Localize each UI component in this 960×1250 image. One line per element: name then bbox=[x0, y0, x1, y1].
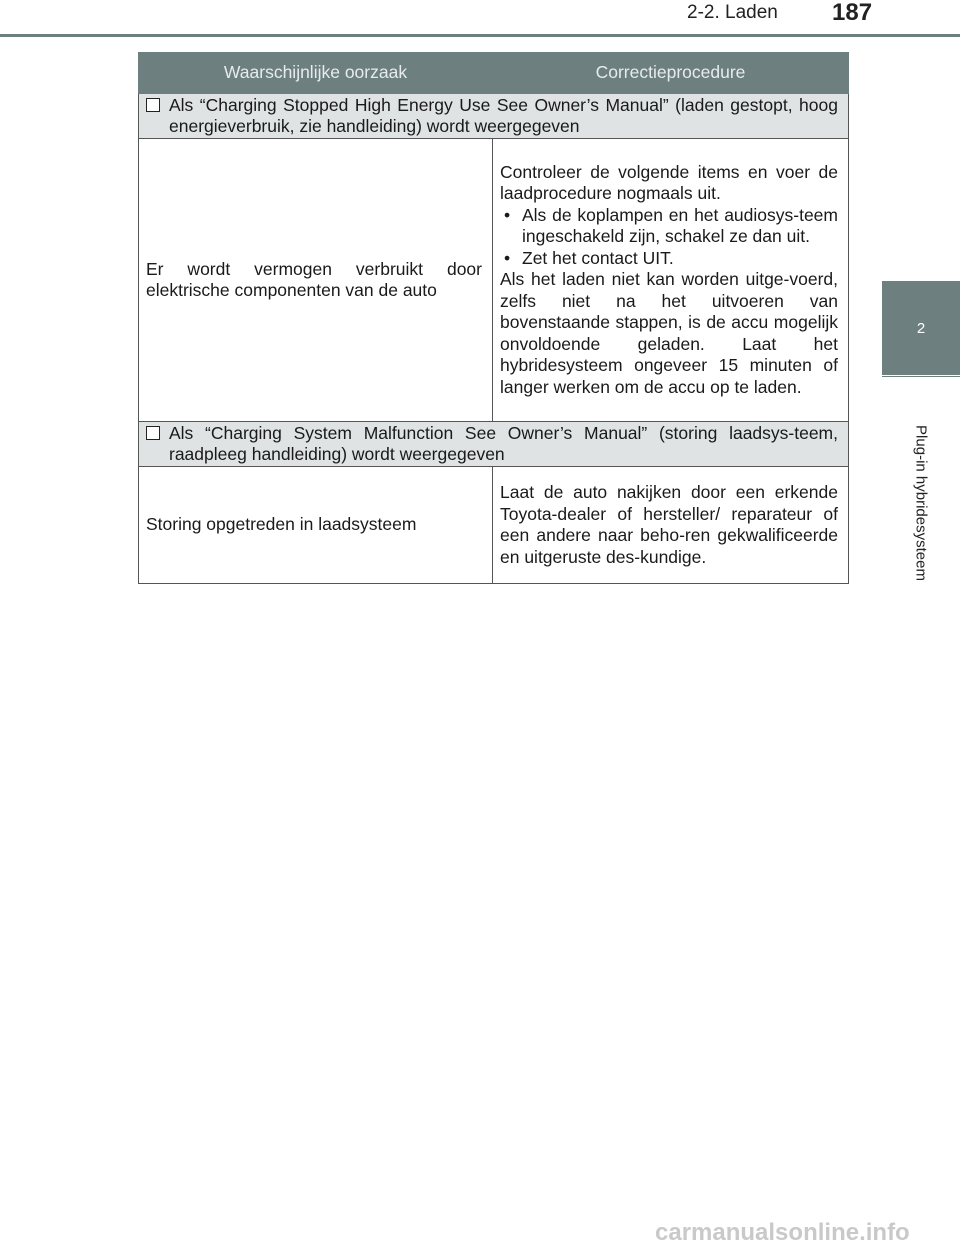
section-title: 2-2. Laden bbox=[687, 2, 778, 23]
correction-text: Laat de auto nakijken door een erkende Toyota-dealer of hersteller/ reparateur of een andere naar beho-ren gekwalificeerde en uitgeruste des-kundige. bbox=[500, 482, 838, 567]
column-header-correction: Correctieprocedure bbox=[493, 53, 849, 94]
condition-cell bbox=[139, 94, 849, 139]
watermark: carmanualsonline.info bbox=[655, 1219, 910, 1246]
checkbox-icon bbox=[146, 98, 160, 112]
condition-text: Als “Charging Stopped High Energy Use See Owner’s Manual” (laden gestopt, hoog energieverbruik, zie handleiding) wordt weergegeven bbox=[169, 94, 838, 136]
side-tab-divider bbox=[882, 376, 960, 377]
table-header-row bbox=[139, 53, 849, 94]
bullet-text: Als de koplampen en het audiosys-teem ingeschakeld zijn, schakel ze dan uit. bbox=[522, 204, 838, 247]
cause-cell bbox=[139, 467, 493, 584]
list-item bbox=[500, 248, 838, 270]
cause-cell bbox=[139, 139, 493, 422]
chapter-title-tab bbox=[882, 380, 960, 626]
troubleshooting-table bbox=[138, 52, 849, 584]
cause-text: Er wordt vermogen verbruikt door elektrische componenten van de auto bbox=[146, 258, 482, 300]
condition-text: Als “Charging System Malfunction See Owner’s Manual” (storing laadsys-teem, raadpleeg handleiding) wordt weergegeven bbox=[169, 422, 838, 464]
chapter-title: Plug-in hybridesysteem bbox=[912, 425, 930, 581]
chapter-number-tab bbox=[882, 281, 960, 375]
cause-text: Storing opgetreden in laadsysteem bbox=[146, 514, 417, 535]
correction-outro: Als het laden niet kan worden uitge-voerd, zelfs niet na het uitvoeren van bovenstaande stappen, is de accu mogelijk onvoldoende geladen. Laat het hybridesysteem ongeveer 15 minuten of langer werken om de accu op te laden. bbox=[500, 269, 838, 397]
bullet-icon: • bbox=[504, 247, 511, 268]
condition-row bbox=[139, 422, 849, 467]
table-row bbox=[139, 139, 849, 422]
condition-cell bbox=[139, 422, 849, 467]
bullet-icon: • bbox=[504, 204, 511, 225]
correction-cell bbox=[493, 467, 849, 584]
condition-row bbox=[139, 94, 849, 139]
correction-cell bbox=[493, 139, 849, 422]
column-header-cause: Waarschijnlijke oorzaak bbox=[139, 53, 493, 94]
header-rule bbox=[0, 34, 960, 37]
checkbox-icon bbox=[146, 426, 160, 440]
bullet-text: Zet het contact UIT. bbox=[522, 247, 674, 268]
correction-intro: Controleer de volgende items en voer de laadprocedure nogmaals uit. bbox=[500, 161, 838, 204]
chapter-number: 2 bbox=[916, 319, 926, 337]
page-number: 187 bbox=[832, 0, 873, 26]
list-item bbox=[500, 205, 838, 248]
table-row bbox=[139, 467, 849, 584]
